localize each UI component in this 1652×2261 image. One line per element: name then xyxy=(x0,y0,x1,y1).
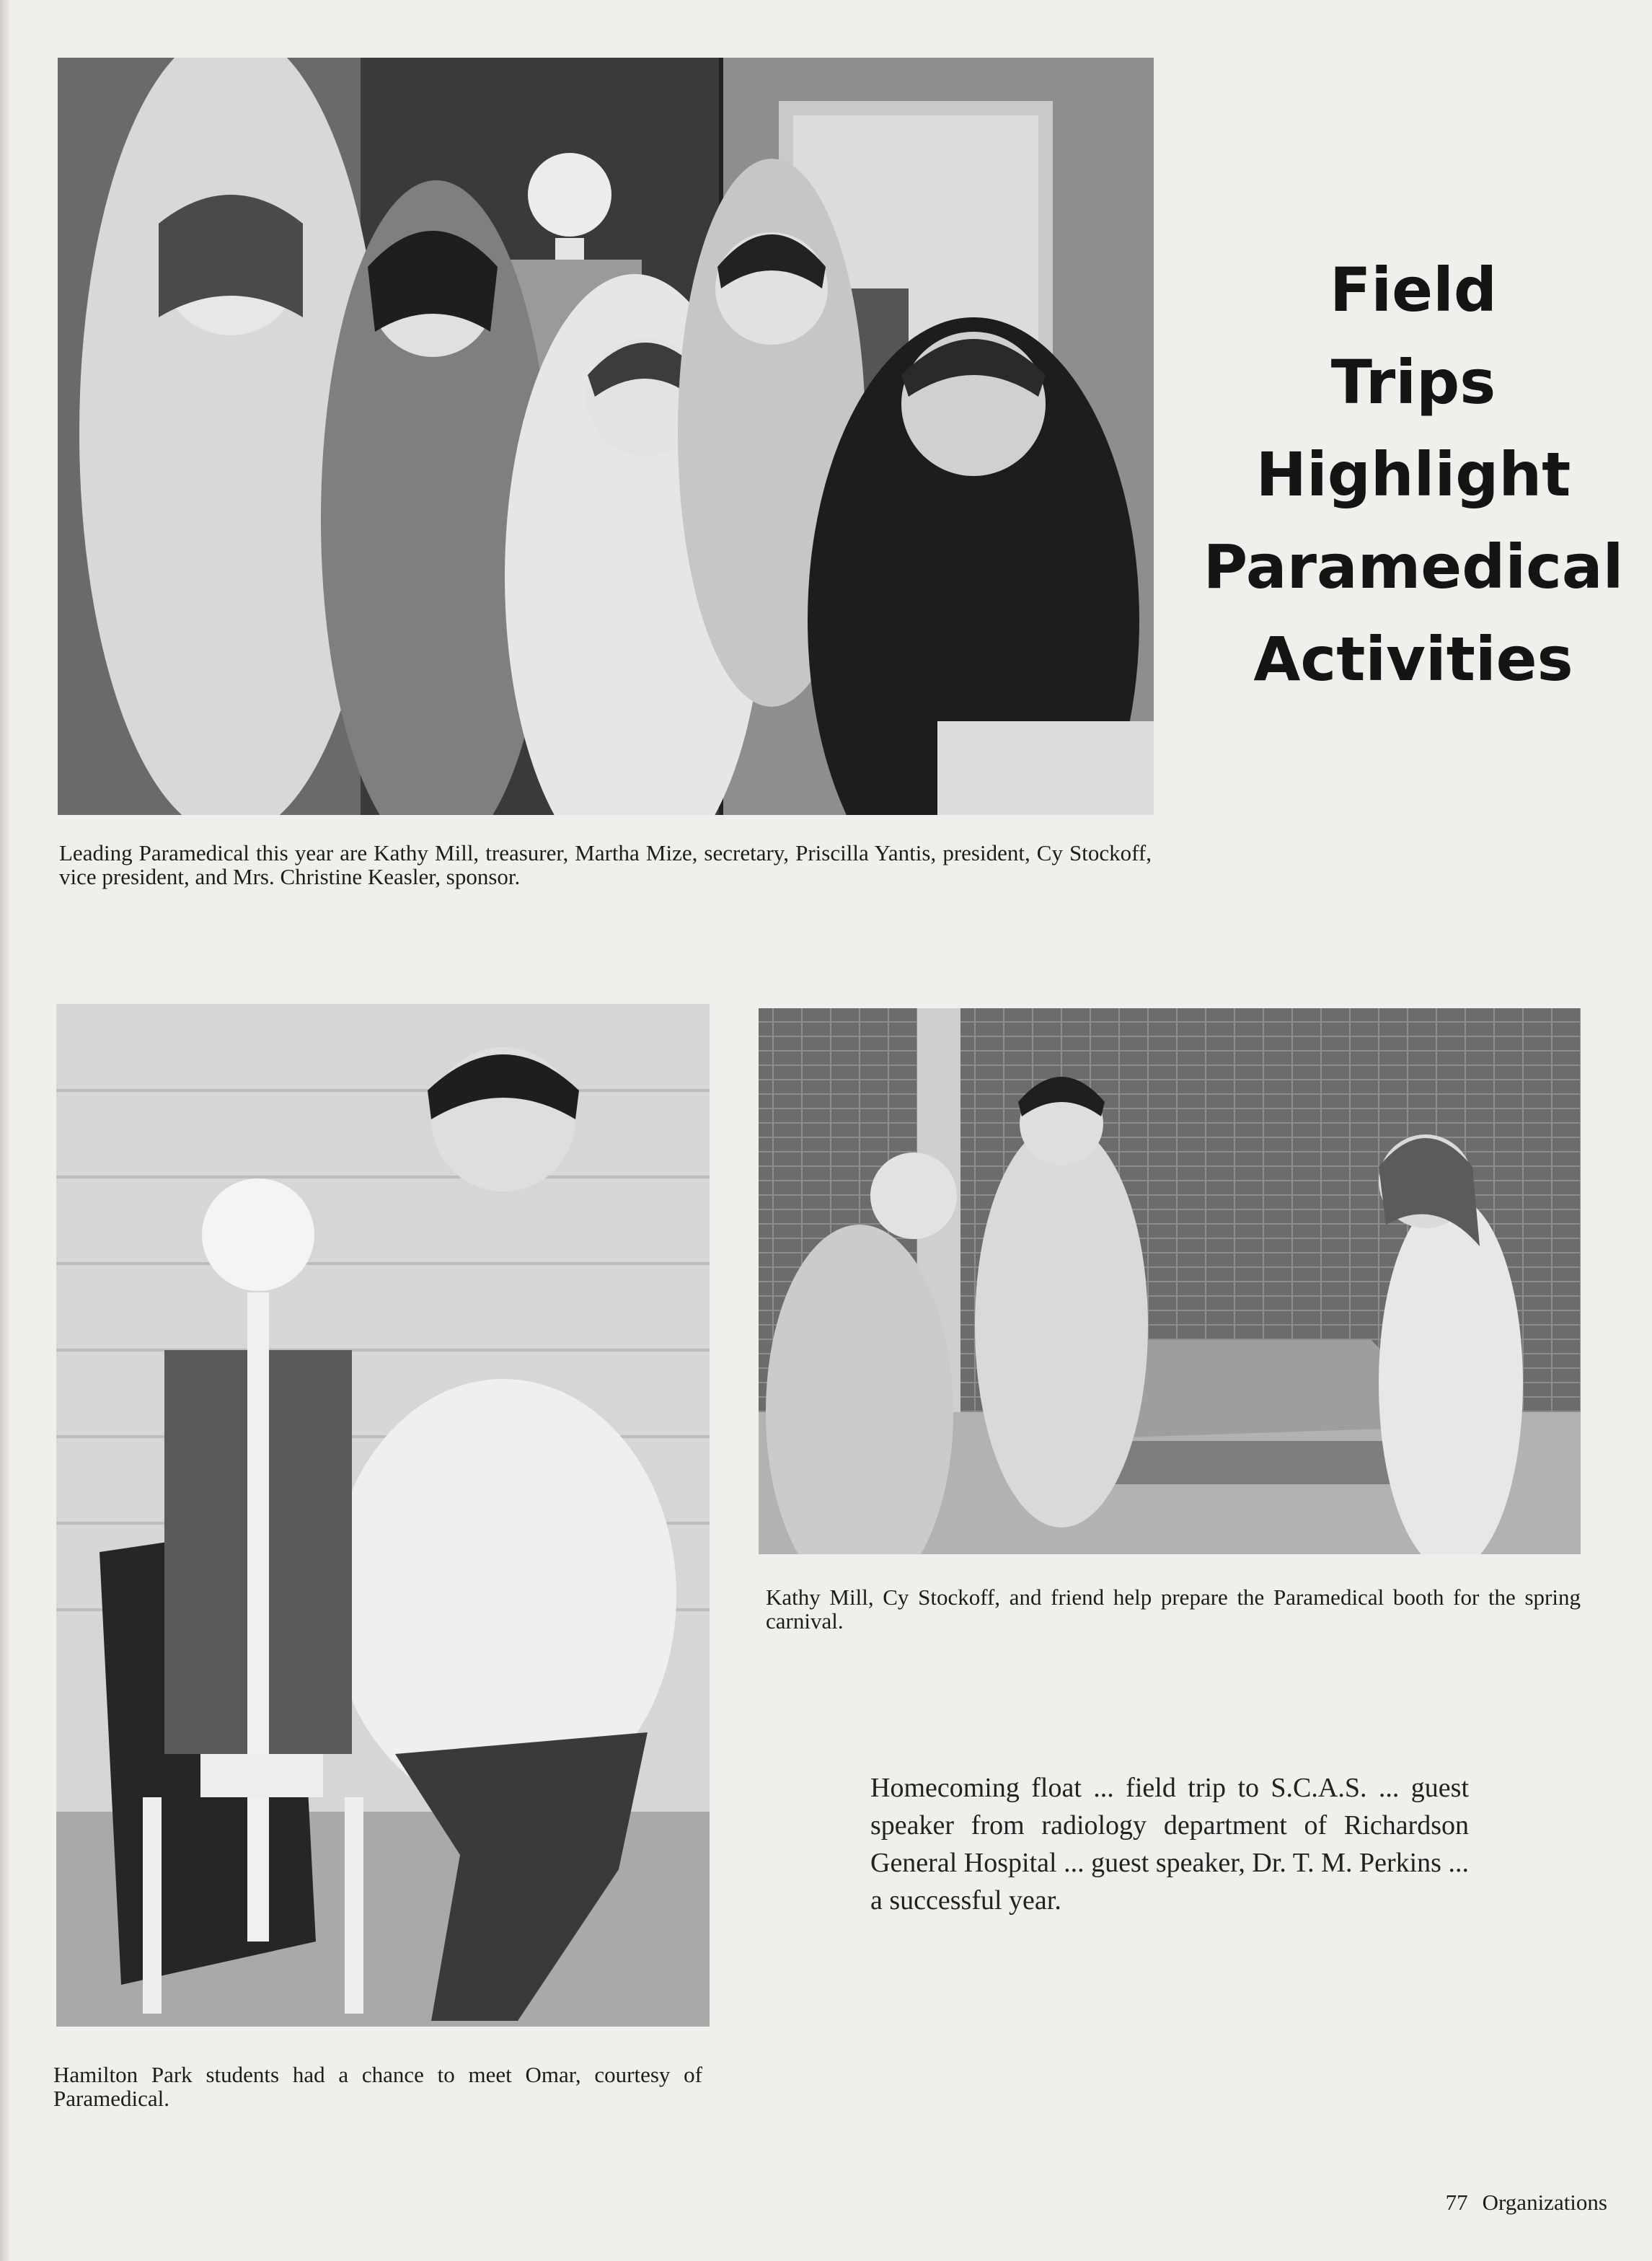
headline-line: Field xyxy=(1329,255,1498,325)
officers-photo xyxy=(58,58,1154,815)
page-folio xyxy=(1446,2190,1607,2216)
booth-photo xyxy=(759,1008,1581,1554)
omar-photo xyxy=(56,1004,710,2027)
officers-photo-caption: Leading Paramedical this year are Kathy Mill, treasurer, Martha Mize, secretary, Priscilla Yantis, president, Cy Stockoff, vice president, and Mrs. Christine Keasler, sponsor. xyxy=(59,840,1152,889)
booth-photo-caption: Kathy Mill, Cy Stockoff, and friend help prepare the Paramedical booth for the spring carnival. xyxy=(766,1585,1581,1634)
activities-summary: Homecoming float ... field trip to S.C.A.S. ... guest speaker from radiology department of Richardson General Hospital ... guest speaker, Dr. T. M. Perkins ... a successful year. xyxy=(870,1773,1469,1916)
omar-photo-caption: Hamilton Park students had a chance to meet Omar, courtesy of Paramedical. xyxy=(53,2062,702,2111)
headline-line: Activities xyxy=(1253,624,1573,695)
headline-line: Paramedical xyxy=(1203,532,1624,602)
page-binding-edge xyxy=(0,0,10,2261)
section-name: Organizations xyxy=(1482,2190,1607,2215)
headline-line: Trips xyxy=(1330,347,1496,418)
page-number: 77 xyxy=(1445,2190,1468,2215)
headline-line: Highlight xyxy=(1255,439,1571,510)
page-headline xyxy=(1193,244,1633,705)
